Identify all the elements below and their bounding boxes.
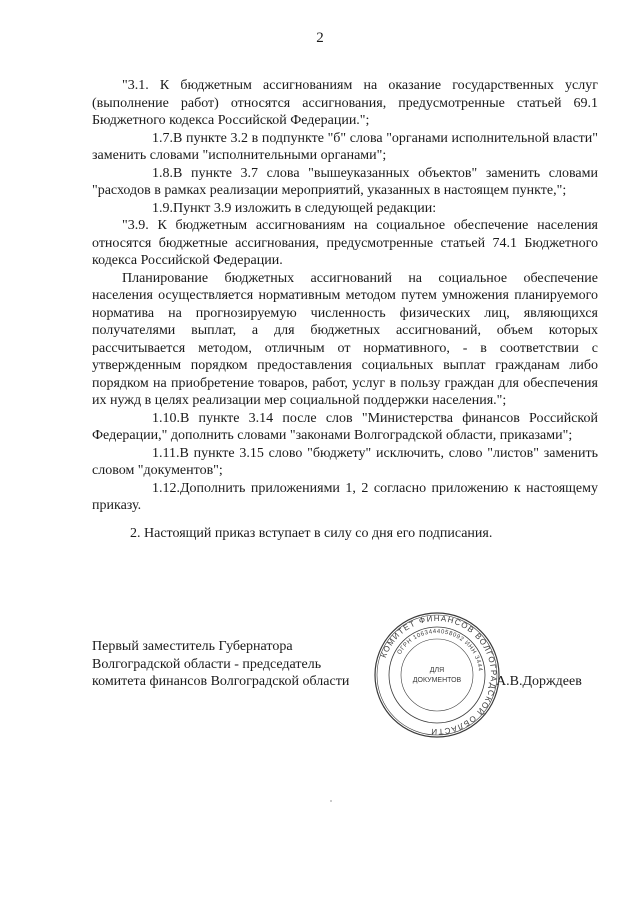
svg-text:ОГРН 1063444058092 ИНН 3444: ОГРН 1063444058092 ИНН 3444 xyxy=(396,628,483,672)
item-number: 1.10. xyxy=(152,410,180,426)
paragraph-text: В пункте 3.2 в подпункте "б" слова "органами исполнительной власти" заменить словами "исполнительными органами"; xyxy=(92,130,598,163)
svg-text:ДОКУМЕНТОВ: ДОКУМЕНТОВ xyxy=(412,677,462,684)
paragraph-2: 2. Настоящий приказ вступает в силу со дня его подписания. xyxy=(130,525,493,541)
signature-block xyxy=(92,638,612,691)
item-number: 1.11. xyxy=(152,445,180,461)
paragraph-text: В пункте 3.14 после слов "Министерства финансов Российской Федерации," дополнить словами "законами Волгоградской области, приказами"; xyxy=(92,410,598,443)
document-body xyxy=(92,77,598,542)
paragraph-1-9 xyxy=(92,200,598,218)
paragraph-planning: Планирование бюджетных ассигнований на социальное обеспечение населения осуществляется нормативным методом путем умножения планируемого норматива на прогнозируемую численность физических лиц, являющихся получателями выплат, а для бюджетных ассигнований, объем которых рассчитывается методом, отличным от нормативного, - в соответствии с утвержденным порядком предоставления социальных выплат гражданам либо порядком на приобретение товаров, работ, услуг в пользу граждан для обеспечения их нужд в целях реализации мер социальной поддержки населения."; xyxy=(92,270,598,408)
signatory-title-line-2: Волгоградской области - председатель xyxy=(92,656,322,672)
paragraph-text: Пункт 3.9 изложить в следующей редакции: xyxy=(173,200,437,216)
page-number: 2 xyxy=(316,30,324,46)
paragraph-text: В пункте 3.15 слово "бюджету" исключить, слово "листов" заменить словом "документов"; xyxy=(92,445,598,478)
signatory-name: А.В.Дорждеев xyxy=(496,674,582,689)
item-number: 1.7. xyxy=(152,130,173,146)
scan-speck xyxy=(330,800,332,802)
signatory-title-line-3: комитета финансов Волгоградской области xyxy=(92,674,350,689)
paragraph-1-12 xyxy=(92,480,598,515)
paragraph-1-7 xyxy=(92,130,598,165)
paragraph-1-8 xyxy=(92,165,598,200)
item-number: 1.9. xyxy=(152,200,173,216)
signatory-title-line-1: Первый заместитель Губернатора xyxy=(92,639,293,654)
paragraph-1-11 xyxy=(92,445,598,480)
item-number: 1.12. xyxy=(152,480,180,496)
item-number: 1.8. xyxy=(152,165,173,181)
svg-text:ДЛЯ: ДЛЯ xyxy=(429,667,445,674)
paragraph-3-9: "3.9. К бюджетным ассигнованиям на социальное обеспечение населения относятся бюджетные ассигнования, предусмотренные статьей 74.1 Бюджетного кодекса Российской Федерации. xyxy=(92,218,598,268)
paragraph-1-10 xyxy=(92,410,598,445)
paragraph-3-1: "3.1. К бюджетным ассигнованиям на оказание государственных услуг (выполнение работ) относятся ассигнования, предусмотренные статьей 69.1 Бюджетного кодекса Российской Федерации."; xyxy=(92,78,598,128)
paragraph-text: В пункте 3.7 слова "вышеуказанных объектов" заменить словами "расходов в рамках реализации мероприятий, указанных в настоящем пункте,"; xyxy=(92,165,598,198)
official-seal xyxy=(372,610,502,740)
paragraph-text: Дополнить приложениями 1, 2 согласно приложению к настоящему приказу. xyxy=(92,480,598,513)
svg-text:КОМИТЕТ ФИНАНСОВ ВОЛГОГРАДСКОЙ: КОМИТЕТ ФИНАНСОВ ВОЛГОГРАДСКОЙ ОБЛАСТИ xyxy=(379,613,499,737)
